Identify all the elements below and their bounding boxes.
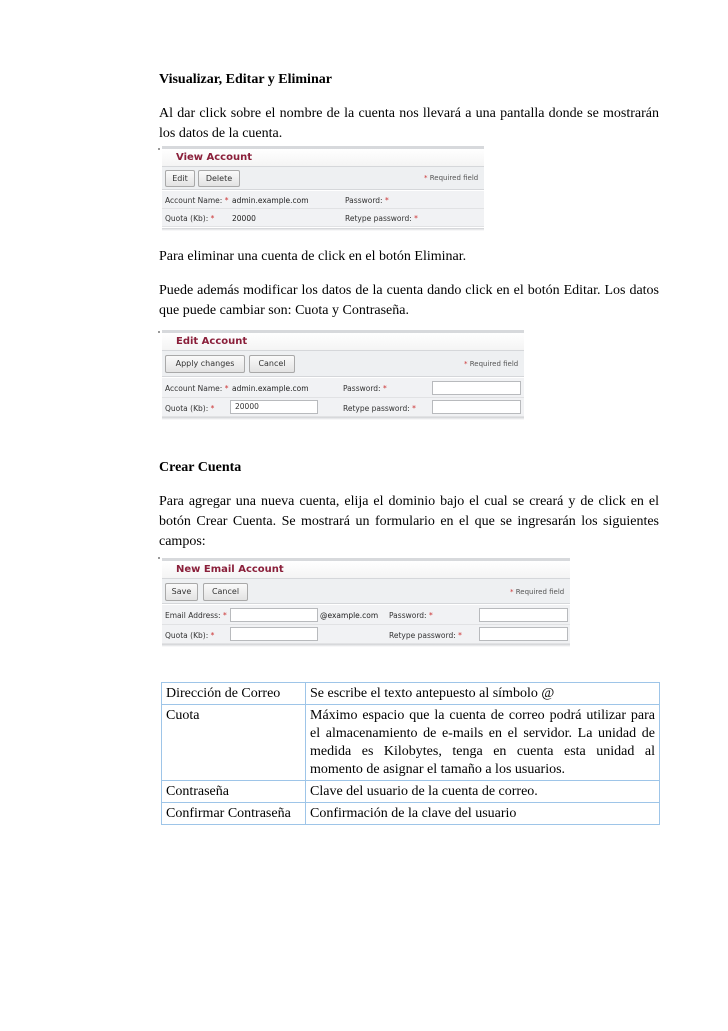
quota-label: Quota (Kb): * [165, 631, 215, 640]
retype-password-input[interactable] [479, 627, 568, 641]
apply-changes-button[interactable]: Apply changes [165, 355, 245, 373]
edit-account-screenshot [162, 330, 524, 417]
account-name-label: Account Name: * [165, 196, 229, 205]
field-name-cell: Cuota [162, 705, 306, 781]
image-anchor-mark [158, 557, 160, 559]
account-name-label: Account Name: * [165, 384, 229, 393]
edit-account-row-1 [162, 378, 524, 398]
quota-input[interactable] [230, 627, 318, 641]
edit-account-toolbar [162, 350, 524, 377]
save-button[interactable]: Save [165, 583, 198, 601]
paragraph-view-account: Al dar click sobre el nombre de la cuenta nos llevará a una pantalla donde se mostrarán los datos de la cuenta. [159, 106, 659, 141]
field-name-cell: Dirección de Correo [162, 683, 306, 705]
field-description-cell: Máximo espacio que la cuenta de correo podrá utilizar para el almacenamiento de e-mails en el servidor. La unidad de medida es Kilobytes, tenga en cuenta esta unidad al momento de asignar el tamaño a los usuarios. [306, 705, 660, 781]
field-description-cell: Confirmación de la clave del usuario [306, 803, 660, 825]
quota-label: Quota (Kb): * [165, 214, 215, 223]
fields-table [161, 682, 660, 825]
edit-account-title: Edit Account [176, 336, 248, 347]
password-label: Password: * [389, 611, 433, 620]
view-account-screenshot [162, 146, 484, 228]
password-input[interactable] [479, 608, 568, 622]
paragraph-edit-account: Puede además modificar los datos de la cuenta dando click en el botón Editar. Los datos que puede cambiar son: Cuota y Contraseña. [159, 283, 659, 318]
required-field-note: * Required field [464, 360, 519, 368]
password-label: Password: * [343, 384, 387, 393]
section-heading-view-edit-delete: Visualizar, Editar y Eliminar [159, 72, 332, 87]
quota-input[interactable]: 20000 [230, 400, 318, 414]
edit-button[interactable]: Edit [165, 170, 195, 187]
section-heading-create-account: Crear Cuenta [159, 460, 242, 475]
table-row [162, 781, 660, 803]
panel-shadow [162, 644, 570, 647]
field-name-cell: Contraseña [162, 781, 306, 803]
cancel-button[interactable]: Cancel [203, 583, 248, 601]
retype-password-label: Retype password: * [343, 404, 416, 413]
account-name-value: admin.example.com [232, 384, 309, 393]
retype-password-input[interactable] [432, 400, 521, 414]
image-anchor-mark [158, 331, 160, 333]
view-account-row-1 [162, 191, 484, 209]
view-account-toolbar [162, 166, 484, 190]
panel-shadow [162, 417, 524, 420]
email-address-input[interactable] [230, 608, 318, 622]
retype-password-label: Retype password: * [389, 631, 462, 640]
new-account-toolbar [162, 578, 570, 604]
required-field-note: * Required field [424, 174, 479, 182]
quota-label: Quota (Kb): * [165, 404, 215, 413]
retype-password-label: Retype password: * [345, 214, 418, 223]
password-label: Password: * [345, 196, 389, 205]
delete-button[interactable]: Delete [198, 170, 240, 187]
paragraph-delete-account: Para eliminar una cuenta de click en el botón Eliminar. [159, 249, 467, 264]
table-row [162, 683, 660, 705]
quota-value: 20000 [232, 214, 256, 223]
cancel-button[interactable]: Cancel [249, 355, 295, 373]
domain-suffix: @example.com [320, 611, 379, 620]
image-anchor-mark [158, 148, 160, 150]
view-account-title: View Account [176, 152, 252, 163]
new-account-row-2 [162, 625, 570, 644]
panel-shadow [162, 228, 484, 231]
table-row [162, 705, 660, 781]
field-description-cell: Clave del usuario de la cuenta de correo. [306, 781, 660, 803]
account-name-value: admin.example.com [232, 196, 309, 205]
paragraph-create-account: Para agregar una nueva cuenta, elija el dominio bajo el cual se creará y de click en el botón Crear Cuenta. Se mostrará un formulario en el que se ingresarán los siguientes campos: [159, 494, 659, 549]
edit-account-row-2 [162, 398, 524, 417]
new-account-row-1 [162, 605, 570, 625]
new-account-title: New Email Account [176, 564, 284, 575]
new-email-account-screenshot [162, 558, 570, 644]
view-account-row-2 [162, 209, 484, 227]
field-name-cell: Confirmar Contraseña [162, 803, 306, 825]
email-address-label: Email Address: * [165, 611, 227, 620]
required-field-note: * Required field [510, 588, 565, 596]
password-input[interactable] [432, 381, 521, 395]
field-description-cell: Se escribe el texto antepuesto al símbolo @ [306, 683, 660, 705]
table-row [162, 803, 660, 825]
